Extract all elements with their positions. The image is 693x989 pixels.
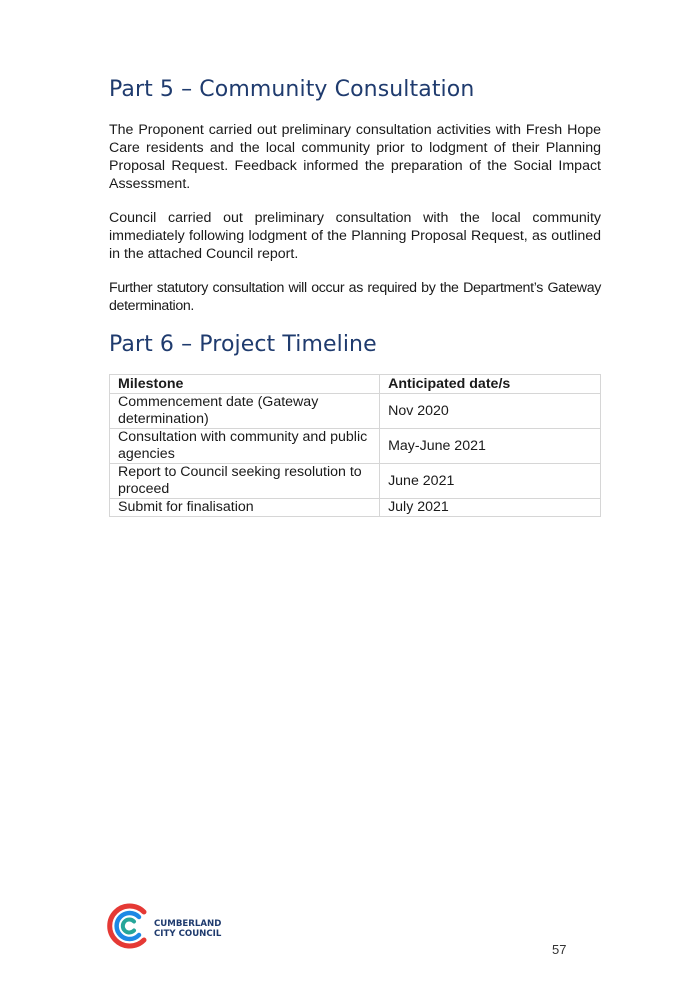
logo-line-1: CUMBERLAND [154,919,222,929]
table-header-row [110,375,601,394]
project-timeline-table [109,374,601,517]
table-row [110,394,601,429]
logo-wordmark [154,919,221,939]
council-logo [106,902,236,952]
milestone-cell: Consultation with community and public agencies [110,429,380,464]
date-cell: July 2021 [380,499,601,517]
part5-paragraph-3: Further statutory consultation will occur as required by the Department’s Gateway determination. [109,280,601,314]
cumberland-logo-icon [106,902,152,950]
milestone-cell: Commencement date (Gateway determination) [110,394,380,429]
part5-paragraph-2: Council carried out preliminary consultation with the local community immediately following lodgment of the Planning Proposal Request, as outlined in the attached Council report. [109,210,601,262]
part5-paragraph-1: The Proponent carried out preliminary consultation activities with Fresh Hope Care residents and the local community prior to lodgment of their Planning Proposal Request. Feedback informed the preparation of the Social Impact Assessment. [109,122,601,192]
page-number: 57 [552,942,567,957]
table-row [110,429,601,464]
logo-line-2: CITY COUNCIL [154,929,222,939]
table-row [110,464,601,499]
table-row [110,499,601,517]
part6-heading: Part 6 – Project Timeline [109,332,377,357]
part5-heading: Part 5 – Community Consultation [109,77,475,102]
milestone-cell: Submit for finalisation [110,499,380,517]
header-anticipated-dates: Anticipated date/s [380,375,601,394]
header-milestone: Milestone [110,375,380,394]
date-cell: May-June 2021 [380,429,601,464]
milestone-cell: Report to Council seeking resolution to proceed [110,464,380,499]
date-cell: June 2021 [380,464,601,499]
date-cell: Nov 2020 [380,394,601,429]
